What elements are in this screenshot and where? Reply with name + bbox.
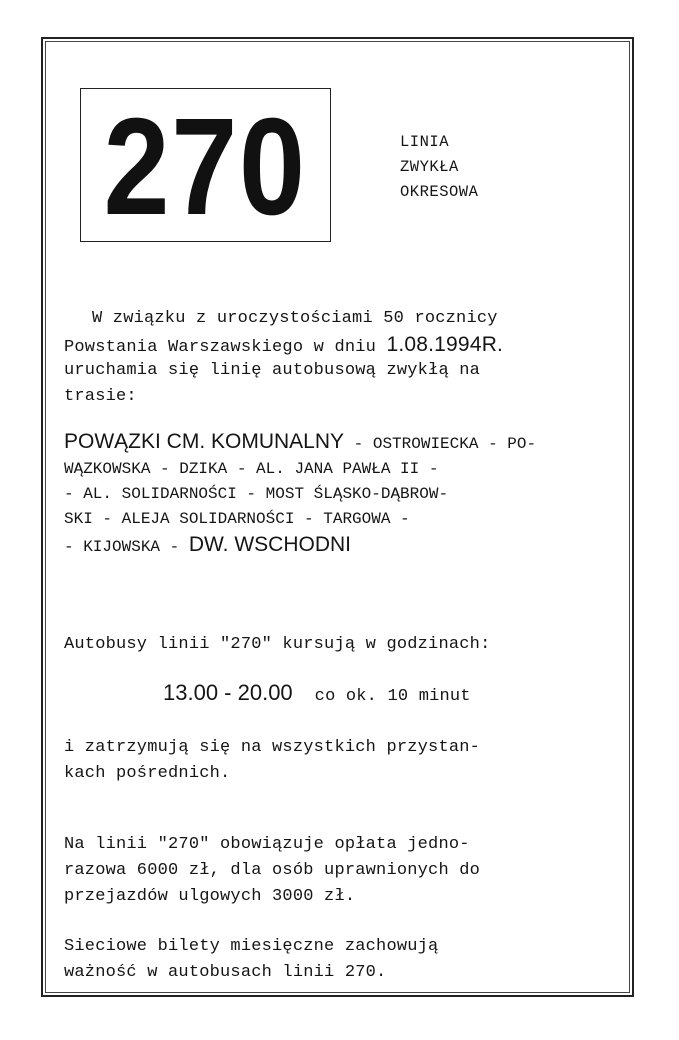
schedule-hours-line — [163, 679, 471, 710]
route-number: 270 — [103, 90, 308, 244]
line-type-line-2: ZWYKŁA — [400, 158, 459, 176]
route-line-1 — [64, 430, 536, 456]
schedule-frequency: co ok. 10 minut — [314, 687, 471, 706]
route-end: DW. WSCHODNI — [188, 533, 351, 556]
intro-date: 1.08.1994R. — [386, 333, 504, 356]
fare-line-1: Na linii "270" obowiązuje opłata jedno- — [64, 835, 470, 854]
line-type-line-3: OKRESOWA — [400, 183, 479, 201]
line-type-line-1: LINIA — [400, 133, 450, 151]
route-line-1-rest: - OSTROWIECKA - PO- — [353, 435, 537, 453]
route-line-4: SKI - ALEJA SOLIDARNOŚCI - TARGOWA - — [64, 510, 410, 528]
intro-line-1: W związku z uroczystościami 50 rocznicy — [92, 309, 498, 328]
schedule-intro: Autobusy linii "270" kursują w godzinach: — [64, 635, 491, 654]
route-line-3: - AL. SOLIDARNOŚCI - MOST ŚLĄSKO-DĄBROW- — [64, 485, 449, 503]
route-start: POWĄZKI CM. KOMUNALNY — [64, 430, 345, 453]
intro-line-4: trasie: — [64, 387, 137, 406]
tickets-line-2: ważność w autobusach linii 270. — [64, 963, 387, 982]
intro-line-2-text: Powstania Warszawskiego w dniu — [64, 338, 377, 357]
stops-line-2: kach pośrednich. — [64, 764, 231, 783]
fare-line-3: przejazdów ulgowych 3000 zł. — [64, 887, 356, 906]
route-line-2: WĄZKOWSKA - DZIKA - AL. JANA PAWŁA II - — [64, 460, 439, 478]
intro-line-3: uruchamia się linię autobusową zwykłą na — [64, 361, 481, 380]
fare-line-2: razowa 6000 zł, dla osób uprawnionych do — [64, 861, 481, 880]
route-line-5 — [64, 533, 351, 559]
intro-line-2 — [64, 332, 503, 361]
stops-line-1: i zatrzymują się na wszystkich przystan- — [64, 738, 481, 757]
route-line-5-start: - KIJOWSKA - — [64, 538, 180, 556]
line-type-label — [400, 130, 478, 205]
route-number-box — [80, 88, 331, 242]
tickets-line-1: Sieciowe bilety miesięczne zachowują — [64, 937, 439, 956]
schedule-hours: 13.00 - 20.00 — [163, 680, 293, 705]
